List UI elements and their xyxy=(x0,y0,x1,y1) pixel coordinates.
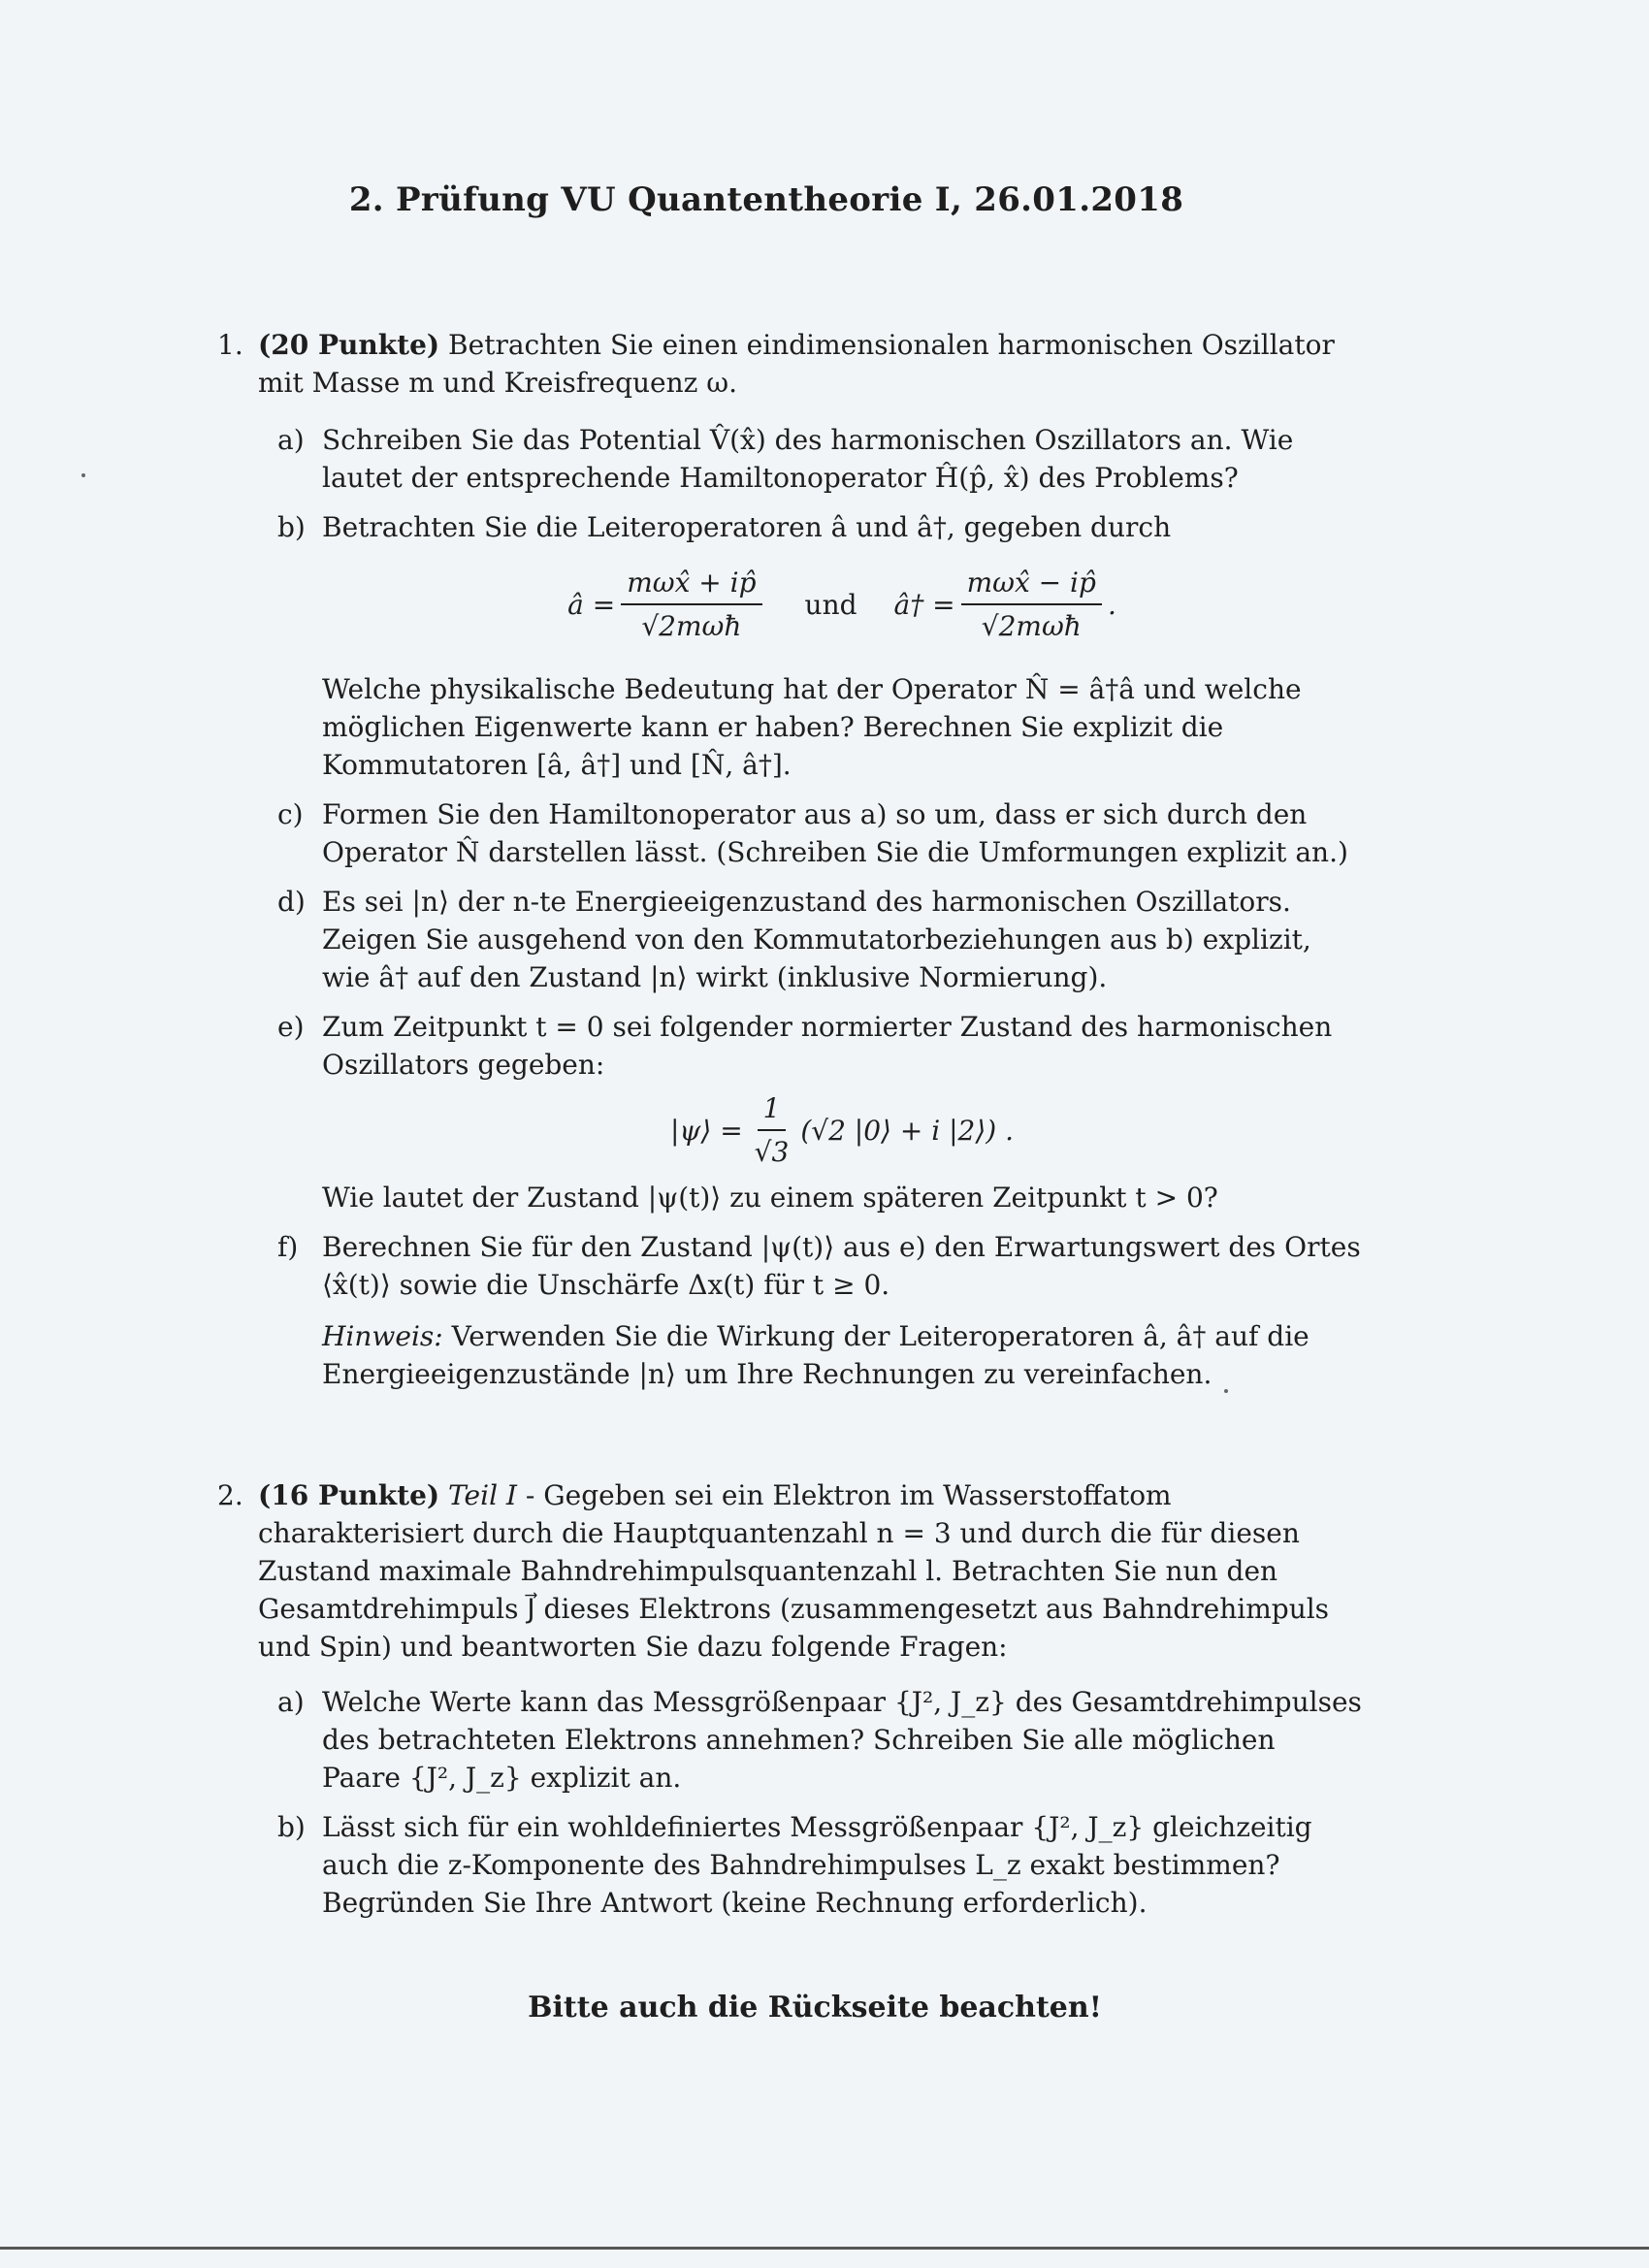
fraction-a xyxy=(621,564,761,645)
problem-1 xyxy=(217,326,1362,1405)
eq-lhs-a: â = xyxy=(567,588,616,621)
hint xyxy=(322,1317,1362,1393)
problem-1-points: (20 Punkte) xyxy=(258,329,440,361)
problem-2-part-b xyxy=(217,1808,1362,1922)
eq-und: und xyxy=(804,588,857,621)
hint-label: Hinweis: xyxy=(322,1320,443,1352)
problem-1-part-f xyxy=(217,1228,1362,1393)
problem-2-number: 2. xyxy=(217,1479,243,1511)
denominator-psi: √3 xyxy=(754,1136,790,1168)
problem-1-part-e xyxy=(217,1008,1362,1216)
problem-1-number: 1. xyxy=(217,329,243,361)
problem-2-part-a xyxy=(217,1683,1362,1797)
scan-speck xyxy=(81,473,85,477)
part-b-question: Welche physikalische Bedeutung hat der Operator N̂ = â†â und welche möglichen Eigenwerte kann er haben? Berechnen Sie explizit die Kommutatoren [â, â†] und [N̂, â†]. xyxy=(322,673,1302,781)
denominator-adag: √2mωħ xyxy=(981,610,1082,642)
state-equation xyxy=(322,1089,1362,1171)
problem-1-intro-text: Betrachten Sie einen eindimensionalen harmonischen Oszillator mit Masse m und Kreisfrequenz ω. xyxy=(258,329,1335,399)
scan-speck xyxy=(1224,1389,1228,1393)
part-text: Berechnen Sie für den Zustand |ψ(t)⟩ aus e) den Erwartungswert des Ortes ⟨x̂(t)⟩ sowie die Unschärfe Δx(t) für t ≥ 0. xyxy=(322,1231,1361,1301)
part-text: Formen Sie den Hamiltonoperator aus a) so um, dass er sich durch den Operator N̂ darstellen lässt. (Schreiben Sie die Umformungen explizit an.) xyxy=(322,798,1348,868)
page-title: 2. Prüfung VU Quantentheorie I, 26.01.2018 xyxy=(348,180,1184,219)
numerator-a: mωx̂ + ip̂ xyxy=(621,564,761,605)
part-text: Betrachten Sie die Leiteroperatoren â und â†, gegeben durch xyxy=(322,511,1172,543)
hint-text: Verwenden Sie die Wirkung der Leiteroperatoren â, â† auf die Energieeigenzustände |n⟩ um Ihre Rechnungen zu vereinfachen. xyxy=(322,1320,1310,1390)
problem-2-intro-text: - Gegeben sei ein Elektron im Wasserstoffatom charakterisiert durch die Hauptquantenzahl n = 3 und durch die für diesen Zustand maximale Bahndrehimpulsquantenzahl l. Betrachten Sie nun den Gesamtdrehimpuls J⃗ dieses Elektrons (zusammengesetzt aus Bahndrehimpuls und Spin) und beantworten Sie dazu folgende Fragen: xyxy=(258,1479,1330,1663)
problem-1-part-d xyxy=(217,883,1362,996)
ladder-operator-equation xyxy=(322,564,1362,645)
part-text: Zum Zeitpunkt t = 0 sei folgender normierter Zustand des harmonischen Oszillators gegeben: xyxy=(322,1011,1333,1081)
part-text: Schreiben Sie das Potential V̂(x̂) des harmonischen Oszillators an. Wie lautet der entsprechende Hamiltonoperator Ĥ(p̂, x̂) des Problems? xyxy=(322,424,1294,494)
problem-1-part-c xyxy=(217,795,1362,871)
part-label: a) xyxy=(277,1686,305,1718)
part-label: d) xyxy=(277,886,306,918)
problem-2 xyxy=(217,1476,1362,1933)
part-e-question: Wie lautet der Zustand |ψ(t)⟩ zu einem späteren Zeitpunkt t > 0? xyxy=(322,1182,1218,1214)
numerator-adag: mωx̂ − ip̂ xyxy=(961,564,1102,605)
numerator-psi: 1 xyxy=(758,1089,787,1131)
part-label: e) xyxy=(277,1011,305,1043)
eq-psi-lhs: |ψ⟩ = xyxy=(669,1114,743,1147)
problem-2-points: (16 Punkte) xyxy=(258,1479,440,1511)
part-text: Welche Werte kann das Messgrößenpaar {J², J_z} des Gesamtdrehimpulses des betrachteten Elektrons annehmen? Schreiben Sie alle möglichen Paare {J², J_z} explizit an. xyxy=(322,1686,1362,1794)
problem-1-part-a xyxy=(217,421,1362,497)
problem-1-part-b xyxy=(217,508,1362,784)
footer-note: Bitte auch die Rückseite beachten! xyxy=(528,1991,1102,2025)
part-text: Lässt sich für ein wohldefiniertes Messgrößenpaar {J², J_z} gleichzeitig auch die z-Komponente des Bahndrehimpulses L_z exakt bestimmen? Begründen Sie Ihre Antwort (keine Rechnung erforderlich). xyxy=(322,1811,1312,1919)
denominator-a: √2mωħ xyxy=(641,610,742,642)
problem-2-parts xyxy=(217,1683,1362,1922)
problem-2-part-label: Teil I xyxy=(448,1479,517,1511)
part-text: Es sei |n⟩ der n-te Energieeigenzustand des harmonischen Oszillators. Zeigen Sie ausgehend von den Kommutatorbeziehungen aus b) explizit, wie â† auf den Zustand |n⟩ wirkt (inklusive Normierung). xyxy=(322,886,1311,993)
problem-1-parts xyxy=(217,421,1362,1393)
problem-2-intro xyxy=(258,1476,1362,1666)
fraction-psi xyxy=(749,1089,795,1171)
part-label: c) xyxy=(277,798,304,830)
part-label: b) xyxy=(277,511,306,543)
problem-1-intro xyxy=(258,326,1362,402)
part-label: f) xyxy=(277,1231,299,1263)
part-label: a) xyxy=(277,424,305,456)
eq-psi-rhs: (√2 |0⟩ + i |2⟩) . xyxy=(800,1114,1014,1147)
part-label: b) xyxy=(277,1811,306,1843)
fraction-adag xyxy=(961,564,1102,645)
scan-edge-line xyxy=(0,2247,1649,2250)
eq-end: . xyxy=(1107,588,1116,621)
eq-lhs-adag: â† = xyxy=(893,588,955,621)
